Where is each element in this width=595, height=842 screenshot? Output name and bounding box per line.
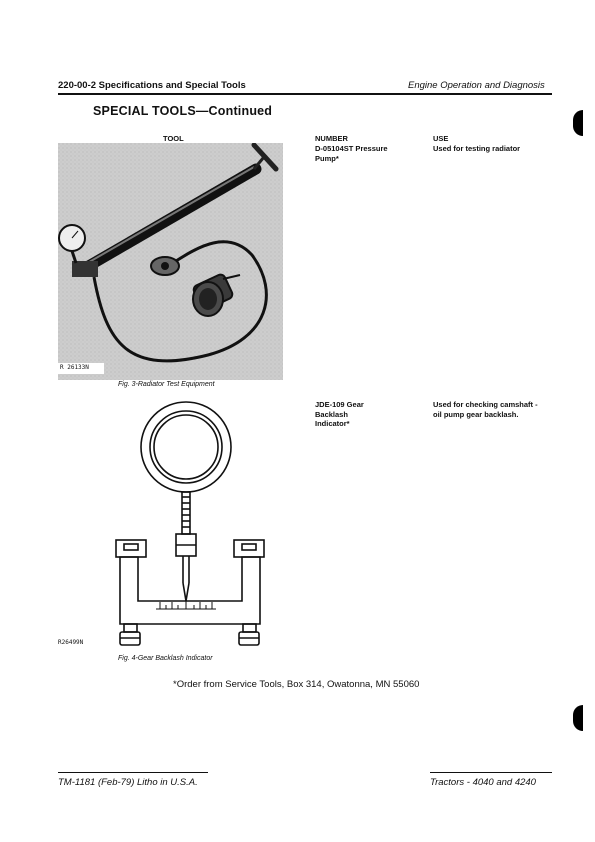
gear-backlash-indicator-drawing <box>94 397 284 653</box>
figure-4-id: R26499N <box>58 639 84 646</box>
header-divider <box>58 93 552 95</box>
footer-model-info: Tractors - 4040 and 4240 <box>430 777 536 788</box>
footer-divider-left <box>58 772 208 773</box>
tool-2-use-line: oil pump gear backlash. <box>433 409 519 419</box>
tool-2-number-line: Indicator* <box>315 419 350 428</box>
tool-1-use <box>433 144 520 154</box>
figure-4-caption: Fig. 4-Gear Backlash Indicator <box>118 655 213 662</box>
tool-2-number-line: Backlash <box>315 409 348 419</box>
binder-hole-mark <box>573 110 583 136</box>
section-title: SPECIAL TOOLS—Continued <box>93 104 273 118</box>
binder-hole-mark <box>573 705 583 731</box>
tool-2-use-line: Used for checking camshaft - <box>433 400 538 409</box>
tool-2-use <box>433 400 538 419</box>
footer-publication-info: TM-1181 (Feb-79) Litho in U.S.A. <box>58 777 198 788</box>
tool-1-number <box>315 144 388 163</box>
figure-3-id: R 26133N <box>60 364 89 371</box>
column-header-tool: TOOL <box>163 134 184 143</box>
radiator-test-equipment-photo <box>58 143 283 380</box>
tool-2-number <box>315 400 364 429</box>
tool-2-number-line: JDE-109 Gear <box>315 400 364 409</box>
order-footnote: *Order from Service Tools, Box 314, Owatonna, MN 55060 <box>173 679 420 690</box>
figure-3-caption: Fig. 3-Radiator Test Equipment <box>118 381 215 388</box>
tool-1-number-line: D-05104ST Pressure <box>315 144 388 153</box>
column-header-number: NUMBER <box>315 134 348 143</box>
tool-1-number-line: Pump* <box>315 153 339 163</box>
header-section-label: 220-00-2 Specifications and Special Tools <box>58 80 246 91</box>
header-manual-title: Engine Operation and Diagnosis <box>408 80 545 91</box>
tool-1-use-line: Used for testing radiator <box>433 144 521 153</box>
column-header-use: USE <box>433 134 449 143</box>
footer-divider-right <box>430 772 552 773</box>
